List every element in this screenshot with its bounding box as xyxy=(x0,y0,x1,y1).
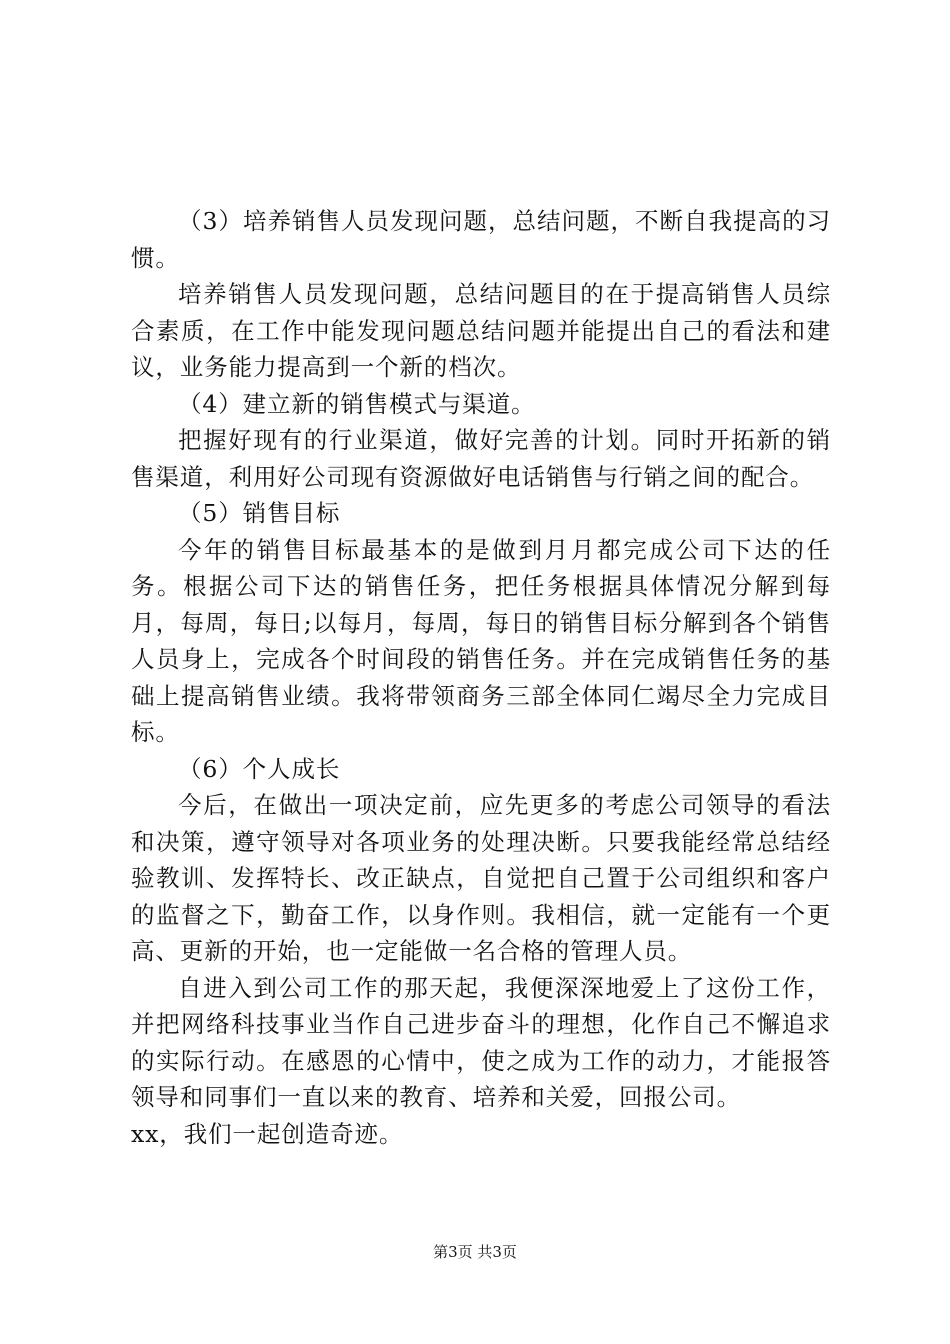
paragraph: 今后，在做出一项决定前，应先更多的考虑公司领导的看法和决策，遵守领导对各项业务的处理决断。只要我能经常总结经验教训、发挥特长、改正缺点，自觉把自己置于公司组织和客户的监督之下，勤奋工作，以身作则。我相信，就一定能有一个更高、更新的开始，也一定能做一名合格的管理人员。 xyxy=(131,791,831,965)
paragraph-heading-4: （4）建立新的销售模式与渠道。 xyxy=(178,389,536,418)
document-body xyxy=(131,203,831,1152)
page-number-footer: 第3页 共3页 xyxy=(433,1243,517,1261)
paragraph: 自进入到公司工作的那天起，我便深深地爱上了这份工作，并把网络科技事业当作自己进步奋斗的理想，化作自己不懈追求的实际行动。在感恩的心情中，使之成为工作的动力，才能报答领导和同事们一直以来的教育、培养和关爱，回报公司。 xyxy=(131,973,831,1111)
paragraph: 把握好现有的行业渠道，做好完善的计划。同时开拓新的销售渠道，利用好公司现有资源做好电话销售与行销之间的配合。 xyxy=(131,426,831,491)
paragraph: 今年的销售目标最基本的是做到月月都完成公司下达的任务。根据公司下达的销售任务，把任务根据具体情况分解到每月，每周，每日;以每月，每周，每日的销售目标分解到各个销售人员身上，完成各个时间段的销售任务。并在完成销售任务的基础上提高销售业绩。我将带领商务三部全体同仁竭尽全力完成目标。 xyxy=(131,535,831,746)
paragraph-closing: xx，我们一起创造奇迹。 xyxy=(131,1119,404,1148)
paragraph: 培养销售人员发现问题，总结问题目的在于提高销售人员综合素质，在工作中能发现问题总结问题并能提出自己的看法和建议，业务能力提高到一个新的档次。 xyxy=(131,280,831,381)
paragraph-heading-6: （6）个人成长 xyxy=(178,754,341,783)
paragraph-heading-5: （5）销售目标 xyxy=(178,499,341,527)
paragraph-heading-3: （3）培养销售人员发现问题，总结问题，不断自我提高的习惯。 xyxy=(131,207,831,272)
